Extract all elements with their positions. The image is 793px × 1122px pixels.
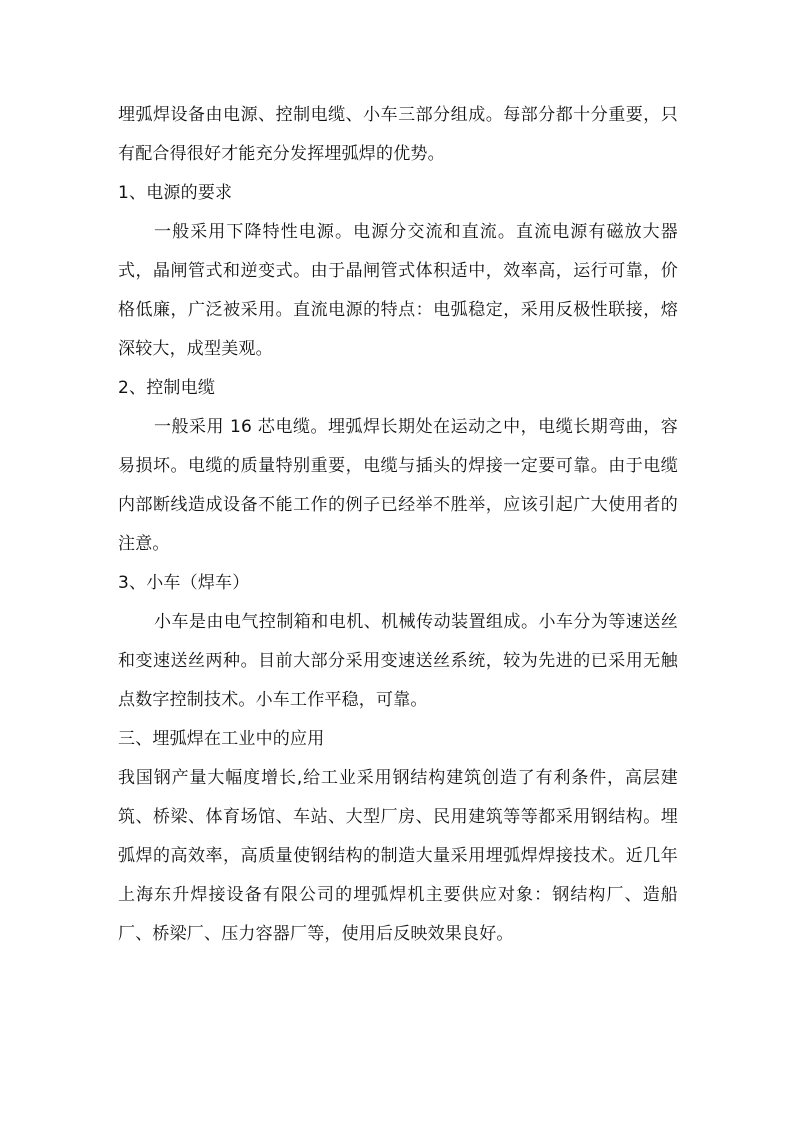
power-supply-paragraph: 一般采用下降特性电源。电源分交流和直流。直流电源有磁放大器式，晶闸管式和逆变式。由于晶闸管式体积适中，效率高，运行可靠，价格低廉，广泛被采用。直流电源的特点：电弧稳定，采用反极性联接，熔深较大，成型美观。	[118, 222, 678, 359]
document-body	[118, 96, 678, 954]
control-cable-paragraph: 一般采用 16 芯电缆。埋弧焊长期处在运动之中，电缆长期弯曲，容易损坏。电缆的质量特别重要，电缆与插头的焊接一定要可靠。由于电缆内部断线造成设备不能工作的例子已经举不胜举，应该引起广大使用者的注意。	[118, 417, 678, 554]
carriage-paragraph: 小车是由电气控制箱和电机、机械传动装置组成。小车分为等速送丝和变速送丝两种。目前大部分采用变速送丝系统，较为先进的已采用无触点数字控制技术。小车工作平稳，可靠。	[118, 612, 678, 710]
section-heading-power-supply: 1、电源的要求	[118, 183, 233, 203]
section-heading-industrial-application: 三、埋弧焊在工业中的应用	[118, 729, 325, 749]
section-heading-carriage: 3、小车（焊车）	[118, 573, 250, 593]
intro-paragraph: 埋弧焊设备由电源、控制电缆、小车三部分组成。每部分都十分重要，只有配合得很好才能充分发挥埋弧焊的优势。	[118, 105, 678, 164]
industrial-application-paragraph: 我国钢产量大幅度增长,给工业采用钢结构建筑创造了有利条件，高层建筑、桥梁、体育场馆、车站、大型厂房、民用建筑等等都采用钢结构。埋弧焊的高效率，高质量使钢结构的制造大量采用埋弧焊焊接技术。近几年上海东升焊接设备有限公司的埋弧焊机主要供应对象：钢结构厂、造船厂、桥梁厂、压力容器厂等，使用后反映效果良好。	[118, 768, 678, 944]
section-heading-control-cable: 2、控制电缆	[118, 378, 216, 398]
